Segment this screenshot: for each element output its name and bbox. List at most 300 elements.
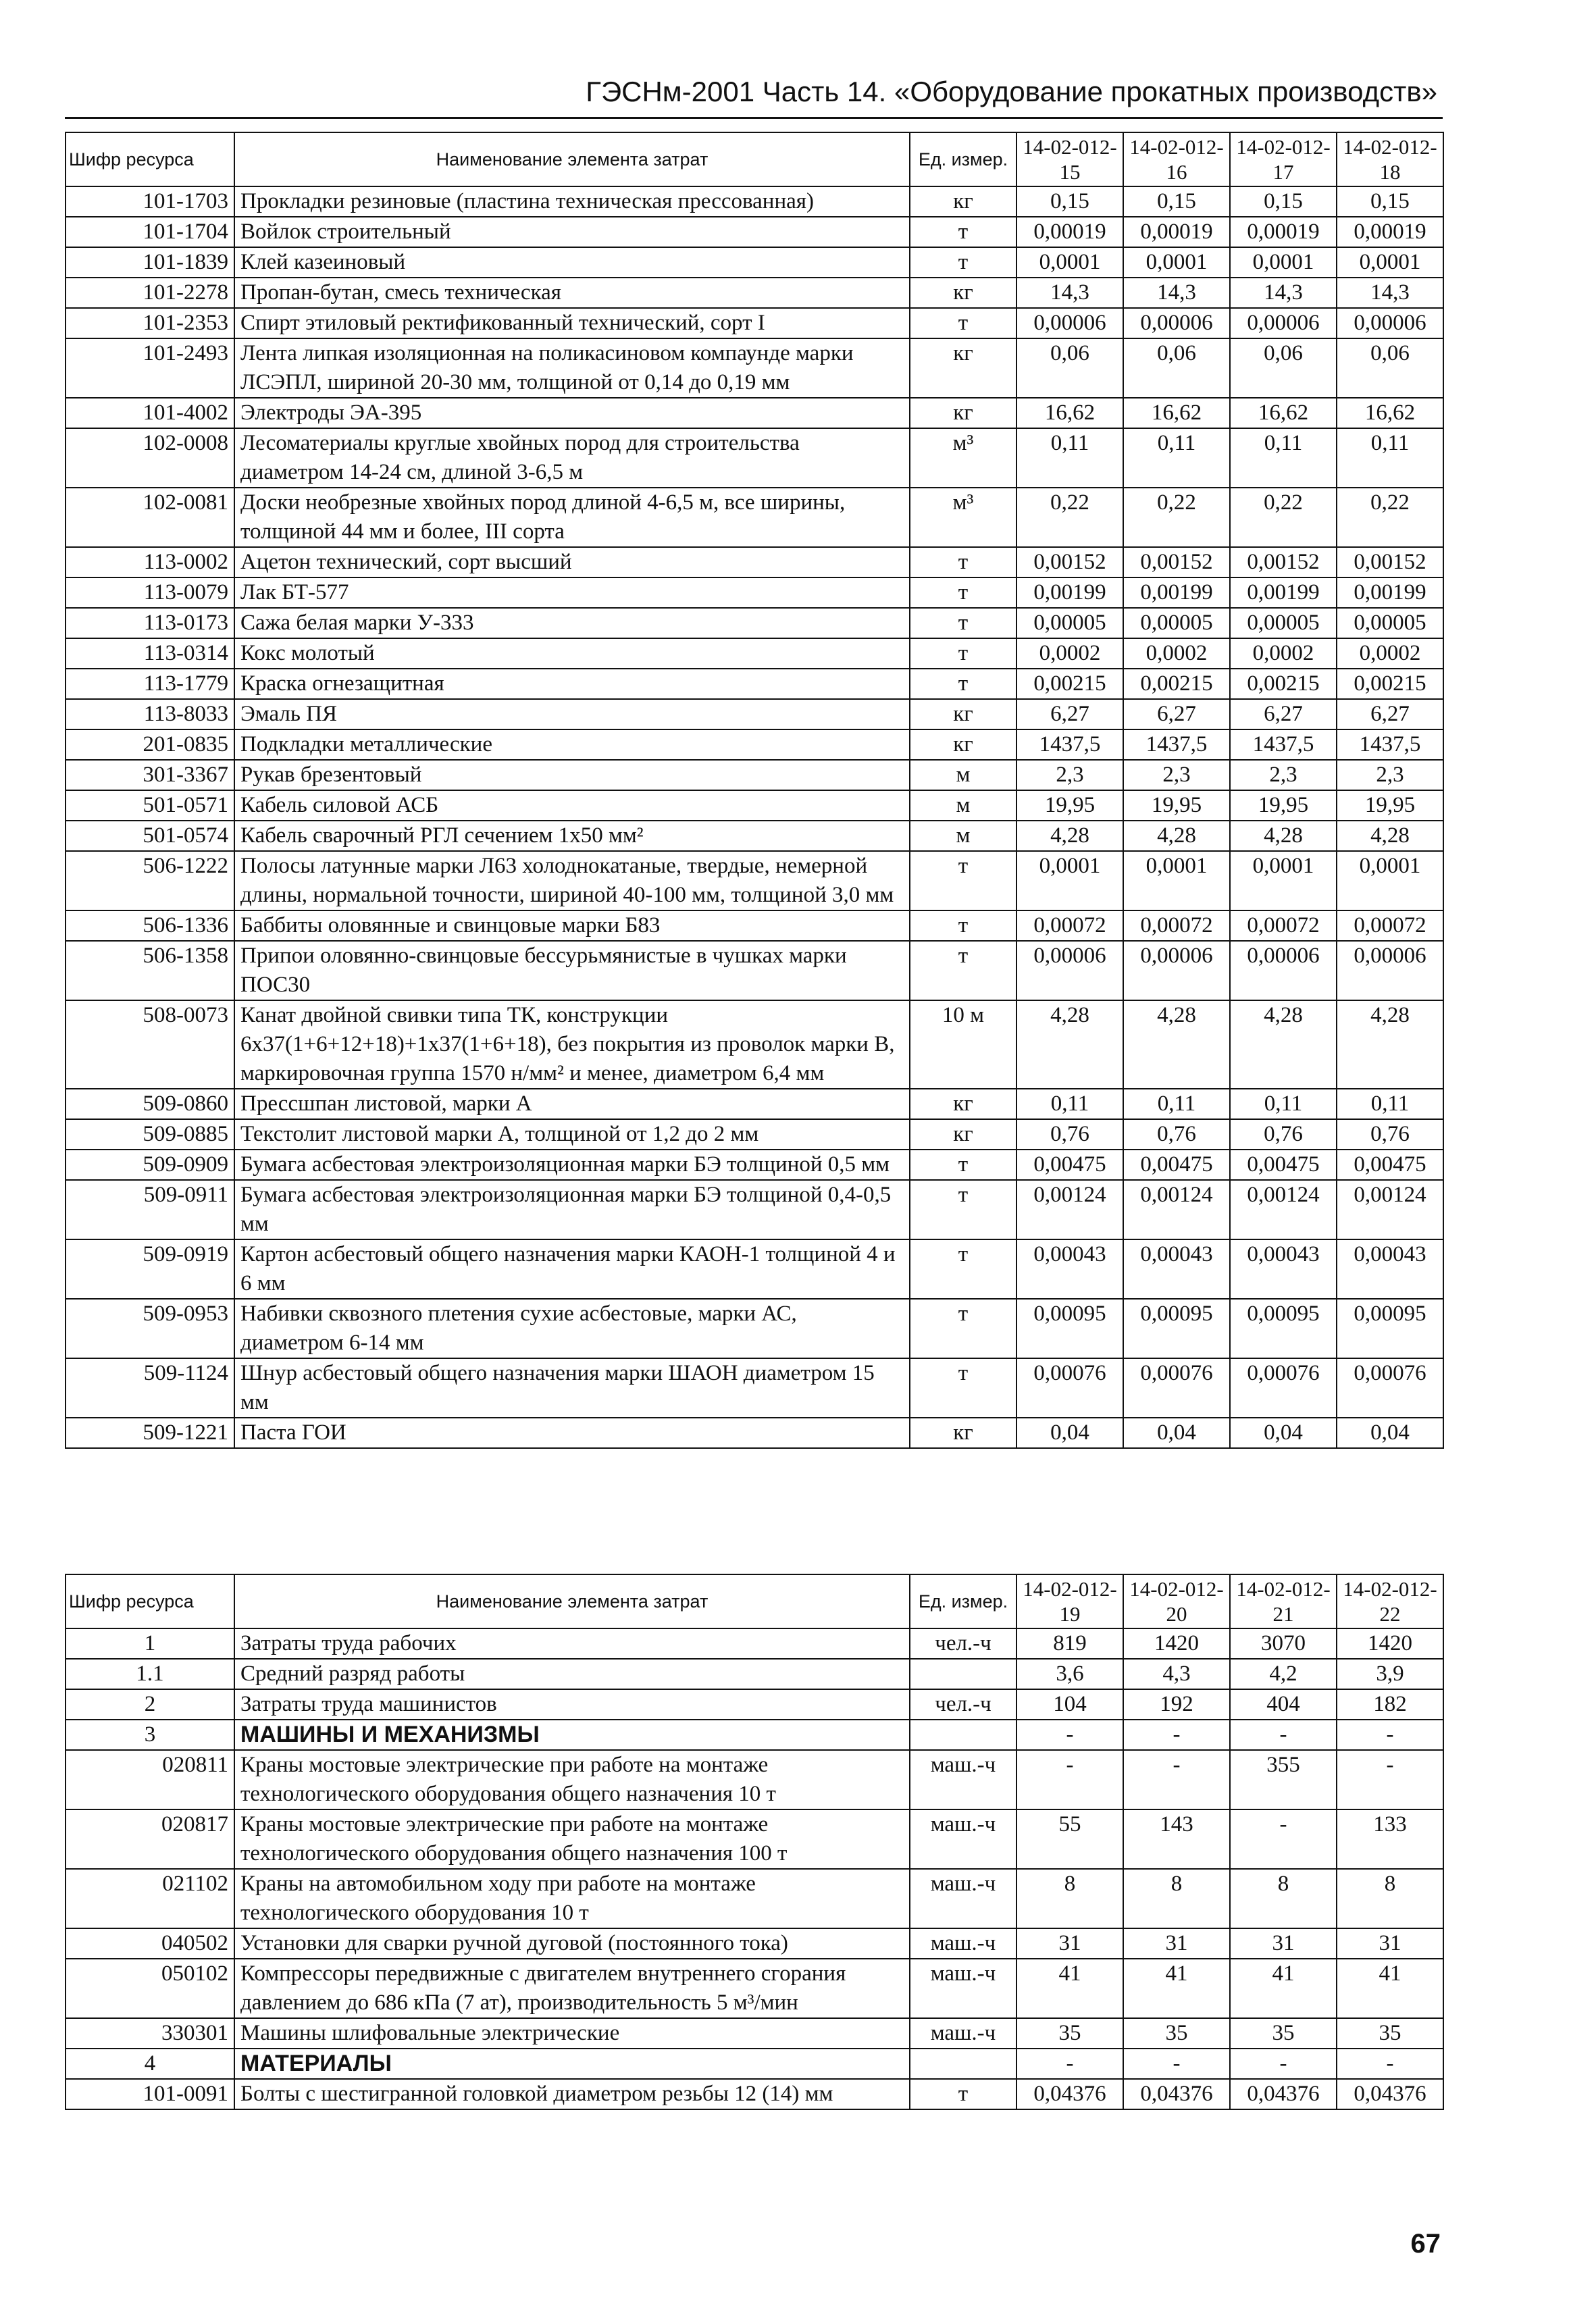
row-unit: т <box>910 608 1016 638</box>
row-unit: т <box>910 1180 1016 1239</box>
row-value: 0,00199 <box>1230 577 1337 608</box>
row-unit <box>910 2049 1016 2079</box>
row-unit: т <box>910 669 1016 699</box>
row-name: Краны мостовые электрические при работе на монтаже технологического оборудования общего назначения 10 т <box>234 1750 910 1809</box>
row-value: 4,28 <box>1123 1000 1230 1089</box>
row-code: 101-4002 <box>66 398 234 428</box>
row-value: 0,00043 <box>1337 1239 1443 1299</box>
row-value: 8 <box>1337 1869 1443 1928</box>
row-code: 3 <box>66 1720 234 1750</box>
row-value: 0,00019 <box>1230 217 1337 247</box>
row-code: 509-0911 <box>66 1180 234 1239</box>
row-code: 050102 <box>66 1959 234 2018</box>
row-value: 0,00095 <box>1016 1299 1123 1358</box>
row-value: 35 <box>1123 2018 1230 2049</box>
row-value: 0,11 <box>1337 428 1443 488</box>
row-name: Затраты труда машинистов <box>234 1689 910 1720</box>
row-name: Баббиты оловянные и свинцовые марки Б83 <box>234 910 910 941</box>
row-name: Краска огнезащитная <box>234 669 910 699</box>
row-code: 101-1839 <box>66 247 234 278</box>
row-value: 0,06 <box>1230 338 1337 398</box>
row-value: 0,00006 <box>1123 941 1230 1000</box>
row-value: 41 <box>1337 1959 1443 2018</box>
header-col: 14-02-012-21 <box>1230 1574 1337 1628</box>
row-unit: маш.-ч <box>910 2018 1016 2049</box>
row-code: 113-0314 <box>66 638 234 669</box>
table-row <box>66 1928 1443 1959</box>
table-row <box>66 1000 1443 1089</box>
row-value: 0,0002 <box>1016 638 1123 669</box>
row-name: Краны на автомобильном ходу при работе на монтаже технологического оборудования 10 т <box>234 1869 910 1928</box>
row-value: 0,00124 <box>1230 1180 1337 1239</box>
table-row <box>66 1119 1443 1150</box>
row-value: 0,00152 <box>1230 547 1337 577</box>
row-code: 113-0173 <box>66 608 234 638</box>
row-name: Сажа белая марки У-333 <box>234 608 910 638</box>
table-row <box>66 1869 1443 1928</box>
row-value: 0,06 <box>1337 338 1443 398</box>
row-value: 0,04 <box>1230 1418 1337 1448</box>
row-value: 0,00006 <box>1016 308 1123 338</box>
row-name: Установки для сварки ручной дуговой (постоянного тока) <box>234 1928 910 1959</box>
row-unit: т <box>910 217 1016 247</box>
row-value: 0,22 <box>1230 488 1337 547</box>
row-unit: т <box>910 1150 1016 1180</box>
row-unit: м <box>910 821 1016 851</box>
row-value: 4,28 <box>1337 821 1443 851</box>
row-value: 1437,5 <box>1016 729 1123 760</box>
row-name: Эмаль ПЯ <box>234 699 910 729</box>
row-code: 301-3367 <box>66 760 234 790</box>
row-value: 0,00095 <box>1230 1299 1337 1358</box>
table-row <box>66 1628 1443 1659</box>
row-value: 0,00005 <box>1230 608 1337 638</box>
row-value: 0,00475 <box>1016 1150 1123 1180</box>
row-value: 0,00072 <box>1123 910 1230 941</box>
row-value: 0,00475 <box>1230 1150 1337 1180</box>
row-value: 6,27 <box>1016 699 1123 729</box>
row-unit: т <box>910 1299 1016 1358</box>
header-col: 14-02-012-19 <box>1016 1574 1123 1628</box>
table-row <box>66 1150 1443 1180</box>
row-code: 101-1704 <box>66 217 234 247</box>
row-value: 0,0002 <box>1337 638 1443 669</box>
row-value: 0,22 <box>1123 488 1230 547</box>
row-code: 101-0091 <box>66 2079 234 2109</box>
table-header-row <box>66 132 1443 186</box>
row-name: Краны мостовые электрические при работе на монтаже технологического оборудования общего назначения 100 т <box>234 1809 910 1869</box>
row-value: 192 <box>1123 1689 1230 1720</box>
row-value: 0,22 <box>1016 488 1123 547</box>
row-value: 8 <box>1230 1869 1337 1928</box>
row-value: 819 <box>1016 1628 1123 1659</box>
table-row <box>66 1239 1443 1299</box>
row-value: 0,00124 <box>1123 1180 1230 1239</box>
row-unit: кг <box>910 729 1016 760</box>
row-name: Компрессоры передвижные с двигателем внутреннего сгорания давлением до 686 кПа (7 ат), производительность 5 м³/мин <box>234 1959 910 2018</box>
row-name: МАШИНЫ И МЕХАНИЗМЫ <box>234 1720 910 1750</box>
row-name: Паста ГОИ <box>234 1418 910 1448</box>
row-value: 0,00199 <box>1016 577 1123 608</box>
row-value: 0,76 <box>1016 1119 1123 1150</box>
table-row <box>66 910 1443 941</box>
row-code: 509-0953 <box>66 1299 234 1358</box>
header-col: 14-02-012-15 <box>1016 132 1123 186</box>
row-name: Спирт этиловый ректификованный технический, сорт I <box>234 308 910 338</box>
table-row <box>66 821 1443 851</box>
row-value: 0,00005 <box>1337 608 1443 638</box>
row-value: - <box>1337 1720 1443 1750</box>
row-unit: т <box>910 1239 1016 1299</box>
row-code: 501-0574 <box>66 821 234 851</box>
row-value: 0,00043 <box>1230 1239 1337 1299</box>
row-value: 4,28 <box>1016 1000 1123 1089</box>
table-row <box>66 2079 1443 2109</box>
row-name: Затраты труда рабочих <box>234 1628 910 1659</box>
row-code: 508-0073 <box>66 1000 234 1089</box>
row-value: 35 <box>1230 2018 1337 2049</box>
row-value: 0,00076 <box>1016 1358 1123 1418</box>
row-value: - <box>1123 1750 1230 1809</box>
row-value: 0,00199 <box>1123 577 1230 608</box>
row-name: Машины шлифовальные электрические <box>234 2018 910 2049</box>
row-value: 2,3 <box>1337 760 1443 790</box>
table-row <box>66 2018 1443 2049</box>
table-row <box>66 729 1443 760</box>
row-unit: маш.-ч <box>910 1809 1016 1869</box>
table-row <box>66 638 1443 669</box>
row-value: 14,3 <box>1337 278 1443 308</box>
row-unit: маш.-ч <box>910 1750 1016 1809</box>
row-name: Войлок строительный <box>234 217 910 247</box>
row-value: 41 <box>1230 1959 1337 2018</box>
header-col: 14-02-012-18 <box>1337 132 1443 186</box>
table-row <box>66 790 1443 821</box>
row-value: 0,04376 <box>1337 2079 1443 2109</box>
page-header: ГЭСНм-2001 Часть 14. «Оборудование прокатных производств» <box>65 65 1443 119</box>
row-code: 201-0835 <box>66 729 234 760</box>
header-col: 14-02-012-20 <box>1123 1574 1230 1628</box>
table-row <box>66 941 1443 1000</box>
row-value: 1437,5 <box>1123 729 1230 760</box>
row-value: 0,11 <box>1123 428 1230 488</box>
row-value: 4,28 <box>1337 1000 1443 1089</box>
row-value: 2,3 <box>1230 760 1337 790</box>
header-name: Наименование элемента затрат <box>234 132 910 186</box>
row-code: 509-0909 <box>66 1150 234 1180</box>
row-code: 509-0919 <box>66 1239 234 1299</box>
row-value: 0,00199 <box>1337 577 1443 608</box>
table-row <box>66 577 1443 608</box>
row-value: 0,04376 <box>1123 2079 1230 2109</box>
row-value: 0,11 <box>1337 1089 1443 1119</box>
row-value: 4,28 <box>1230 821 1337 851</box>
row-code: 330301 <box>66 2018 234 2049</box>
row-value: 0,11 <box>1016 428 1123 488</box>
row-code: 506-1358 <box>66 941 234 1000</box>
row-value: 0,15 <box>1230 186 1337 217</box>
row-value: 6,27 <box>1230 699 1337 729</box>
row-value: 0,00072 <box>1016 910 1123 941</box>
row-value: 0,0001 <box>1016 247 1123 278</box>
row-value: - <box>1016 2049 1123 2079</box>
row-value: - <box>1016 1750 1123 1809</box>
row-value: 0,00215 <box>1337 669 1443 699</box>
row-unit <box>910 1720 1016 1750</box>
row-value: 16,62 <box>1123 398 1230 428</box>
row-unit: т <box>910 941 1016 1000</box>
table-header-row <box>66 1574 1443 1628</box>
row-value: 6,27 <box>1123 699 1230 729</box>
header-col: 14-02-012-22 <box>1337 1574 1443 1628</box>
row-value: 0,04 <box>1337 1418 1443 1448</box>
row-unit: маш.-ч <box>910 1928 1016 1959</box>
header-unit: Ед. измер. <box>910 1574 1016 1628</box>
row-value: 0,22 <box>1337 488 1443 547</box>
row-value: 0,00005 <box>1016 608 1123 638</box>
row-unit: т <box>910 910 1016 941</box>
row-name: Текстолит листовой марки А, толщиной от 1,2 до 2 мм <box>234 1119 910 1150</box>
row-value: - <box>1123 2049 1230 2079</box>
row-name: Набивки сквозного плетения сухие асбестовые, марки АС, диаметром 6-14 мм <box>234 1299 910 1358</box>
row-unit: м³ <box>910 488 1016 547</box>
row-unit: маш.-ч <box>910 1869 1016 1928</box>
row-value: 0,00124 <box>1337 1180 1443 1239</box>
row-value: 2,3 <box>1016 760 1123 790</box>
table-row <box>66 488 1443 547</box>
row-value: 4,28 <box>1230 1000 1337 1089</box>
row-code: 4 <box>66 2049 234 2079</box>
row-value: 41 <box>1016 1959 1123 2018</box>
header-code: Шифр ресурса <box>66 132 234 186</box>
row-value: 0,0001 <box>1123 247 1230 278</box>
row-value: 133 <box>1337 1809 1443 1869</box>
row-value: 4,3 <box>1123 1659 1230 1689</box>
row-value: 0,0001 <box>1230 851 1337 910</box>
row-value: 0,04 <box>1016 1418 1123 1448</box>
row-value: 14,3 <box>1123 278 1230 308</box>
row-value: 0,00076 <box>1123 1358 1230 1418</box>
row-value: 2,3 <box>1123 760 1230 790</box>
table-row <box>66 1809 1443 1869</box>
row-value: 0,00152 <box>1337 547 1443 577</box>
row-name: Болты с шестигранной головкой диаметром резьбы 12 (14) мм <box>234 2079 910 2109</box>
table-row <box>66 217 1443 247</box>
row-value: 0,04376 <box>1230 2079 1337 2109</box>
row-value: 0,11 <box>1016 1089 1123 1119</box>
row-value: 0,00006 <box>1123 308 1230 338</box>
row-value: 404 <box>1230 1689 1337 1720</box>
row-value: 0,0002 <box>1230 638 1337 669</box>
row-value: 0,00095 <box>1337 1299 1443 1358</box>
row-name: Кабель силовой АСБ <box>234 790 910 821</box>
row-code: 509-0885 <box>66 1119 234 1150</box>
row-value: 104 <box>1016 1689 1123 1720</box>
row-name: Шнур асбестовый общего назначения марки ШАОН диаметром 15 мм <box>234 1358 910 1418</box>
row-value: 19,95 <box>1337 790 1443 821</box>
row-code: 102-0081 <box>66 488 234 547</box>
row-unit: м <box>910 790 1016 821</box>
row-name: Полосы латунные марки Л63 холоднокатаные, твердые, немерной длины, нормальной точности, шириной 40-100 мм, толщиной 3,0 мм <box>234 851 910 910</box>
row-value: 0,0001 <box>1230 247 1337 278</box>
row-name: Бумага асбестовая электроизоляционная марки БЭ толщиной 0,4-0,5 мм <box>234 1180 910 1239</box>
row-value: 0,00215 <box>1230 669 1337 699</box>
row-value: 16,62 <box>1230 398 1337 428</box>
table-row <box>66 547 1443 577</box>
row-value: 0,04376 <box>1016 2079 1123 2109</box>
row-code: 2 <box>66 1689 234 1720</box>
row-value: 0,00043 <box>1123 1239 1230 1299</box>
row-value: 35 <box>1337 2018 1443 2049</box>
row-name: Ацетон технический, сорт высший <box>234 547 910 577</box>
row-name: Картон асбестовый общего назначения марки КАОН-1 толщиной 4 и 6 мм <box>234 1239 910 1299</box>
row-code: 509-0860 <box>66 1089 234 1119</box>
table-row <box>66 1720 1443 1750</box>
row-unit: чел.-ч <box>910 1628 1016 1659</box>
row-value: 14,3 <box>1230 278 1337 308</box>
row-name: Лесоматериалы круглые хвойных пород для строительства диаметром 14-24 см, длиной 3-6,5 м <box>234 428 910 488</box>
table-row <box>66 186 1443 217</box>
row-unit: т <box>910 308 1016 338</box>
row-value: - <box>1230 1809 1337 1869</box>
table-row <box>66 1358 1443 1418</box>
row-code: 113-0002 <box>66 547 234 577</box>
row-code: 102-0008 <box>66 428 234 488</box>
row-value: - <box>1016 1720 1123 1750</box>
row-unit: т <box>910 638 1016 669</box>
row-value: 182 <box>1337 1689 1443 1720</box>
row-unit: кг <box>910 1089 1016 1119</box>
row-value: 0,00076 <box>1230 1358 1337 1418</box>
row-unit: т <box>910 2079 1016 2109</box>
header-name: Наименование элемента затрат <box>234 1574 910 1628</box>
row-value: 3070 <box>1230 1628 1337 1659</box>
table-row <box>66 308 1443 338</box>
row-value: 19,95 <box>1123 790 1230 821</box>
row-name: Прокладки резиновые (пластина техническая прессованная) <box>234 186 910 217</box>
row-unit: чел.-ч <box>910 1689 1016 1720</box>
row-value: 8 <box>1016 1869 1123 1928</box>
table-row <box>66 2049 1443 2079</box>
table-row <box>66 760 1443 790</box>
row-code: 506-1222 <box>66 851 234 910</box>
row-unit <box>910 1659 1016 1689</box>
row-value: 19,95 <box>1230 790 1337 821</box>
row-name: Лента липкая изоляционная на поликасиновом компаунде марки ЛСЭПЛ, шириной 20-30 мм, толщиной от 0,14 до 0,19 мм <box>234 338 910 398</box>
row-name: Лак БТ-577 <box>234 577 910 608</box>
header-col: 14-02-012-17 <box>1230 132 1337 186</box>
row-value: 0,00215 <box>1016 669 1123 699</box>
row-code: 506-1336 <box>66 910 234 941</box>
row-unit: кг <box>910 1119 1016 1150</box>
row-value: 0,11 <box>1123 1089 1230 1119</box>
row-unit: кг <box>910 699 1016 729</box>
header-unit: Ед. измер. <box>910 132 1016 186</box>
row-value: 4,28 <box>1016 821 1123 851</box>
row-name: Кокс молотый <box>234 638 910 669</box>
header-code: Шифр ресурса <box>66 1574 234 1628</box>
row-value: 41 <box>1123 1959 1230 2018</box>
row-value: 6,27 <box>1337 699 1443 729</box>
table-row <box>66 247 1443 278</box>
row-value: 4,28 <box>1123 821 1230 851</box>
row-value: - <box>1337 2049 1443 2079</box>
row-value: 0,76 <box>1337 1119 1443 1150</box>
row-name: Клей казеиновый <box>234 247 910 278</box>
row-unit: т <box>910 1358 1016 1418</box>
table-row <box>66 1750 1443 1809</box>
table-row <box>66 1418 1443 1448</box>
row-name: Бумага асбестовая электроизоляционная марки БЭ толщиной 0,5 мм <box>234 1150 910 1180</box>
row-unit: м³ <box>910 428 1016 488</box>
table-row <box>66 1659 1443 1689</box>
row-value: 4,2 <box>1230 1659 1337 1689</box>
row-code: 113-1779 <box>66 669 234 699</box>
table-row <box>66 398 1443 428</box>
row-value: 0,00006 <box>1337 941 1443 1000</box>
row-value: 1420 <box>1337 1628 1443 1659</box>
row-value: 355 <box>1230 1750 1337 1809</box>
row-unit: т <box>910 851 1016 910</box>
page-number: 67 <box>1410 2229 1441 2259</box>
row-value: 0,06 <box>1123 338 1230 398</box>
row-value: 55 <box>1016 1809 1123 1869</box>
table-row <box>66 669 1443 699</box>
row-value: 0,00005 <box>1123 608 1230 638</box>
row-value: 16,62 <box>1337 398 1443 428</box>
table-row <box>66 699 1443 729</box>
row-value: 1437,5 <box>1230 729 1337 760</box>
row-value: 0,00006 <box>1337 308 1443 338</box>
row-name: Подкладки металлические <box>234 729 910 760</box>
row-name: Средний разряд работы <box>234 1659 910 1689</box>
row-value: 0,00076 <box>1337 1358 1443 1418</box>
row-name: Припои оловянно-свинцовые бессурьмянистые в чушках марки ПОС30 <box>234 941 910 1000</box>
row-value: 1420 <box>1123 1628 1230 1659</box>
header-col: 14-02-012-16 <box>1123 132 1230 186</box>
row-name: Электроды ЭА-395 <box>234 398 910 428</box>
row-unit: т <box>910 247 1016 278</box>
row-unit: т <box>910 547 1016 577</box>
table-row <box>66 338 1443 398</box>
row-value: 0,00019 <box>1123 217 1230 247</box>
row-value: 0,00152 <box>1016 547 1123 577</box>
row-value: 0,00006 <box>1230 941 1337 1000</box>
row-unit: м <box>910 760 1016 790</box>
row-value: 19,95 <box>1016 790 1123 821</box>
row-value: - <box>1230 2049 1337 2079</box>
table-row <box>66 1089 1443 1119</box>
row-name: Рукав брезентовый <box>234 760 910 790</box>
table-row <box>66 1689 1443 1720</box>
row-code: 113-0079 <box>66 577 234 608</box>
row-code: 113-8033 <box>66 699 234 729</box>
row-value: 0,0001 <box>1337 247 1443 278</box>
row-code: 020811 <box>66 1750 234 1809</box>
row-unit: т <box>910 577 1016 608</box>
table-row <box>66 428 1443 488</box>
row-unit: кг <box>910 186 1016 217</box>
row-value: 3,9 <box>1337 1659 1443 1689</box>
row-value: 0,00124 <box>1016 1180 1123 1239</box>
row-name: Канат двойной свивки типа ТК, конструкции 6х37(1+6+12+18)+1х37(1+6+18), без покрытия из проволок марки В, маркировочная группа 1570 н/мм² и менее, диаметром 6,4 мм <box>234 1000 910 1089</box>
row-value: 0,00019 <box>1337 217 1443 247</box>
table-row <box>66 1959 1443 2018</box>
row-code: 040502 <box>66 1928 234 1959</box>
row-value: 0,11 <box>1230 1089 1337 1119</box>
row-value: 31 <box>1230 1928 1337 1959</box>
row-value: 0,0001 <box>1123 851 1230 910</box>
